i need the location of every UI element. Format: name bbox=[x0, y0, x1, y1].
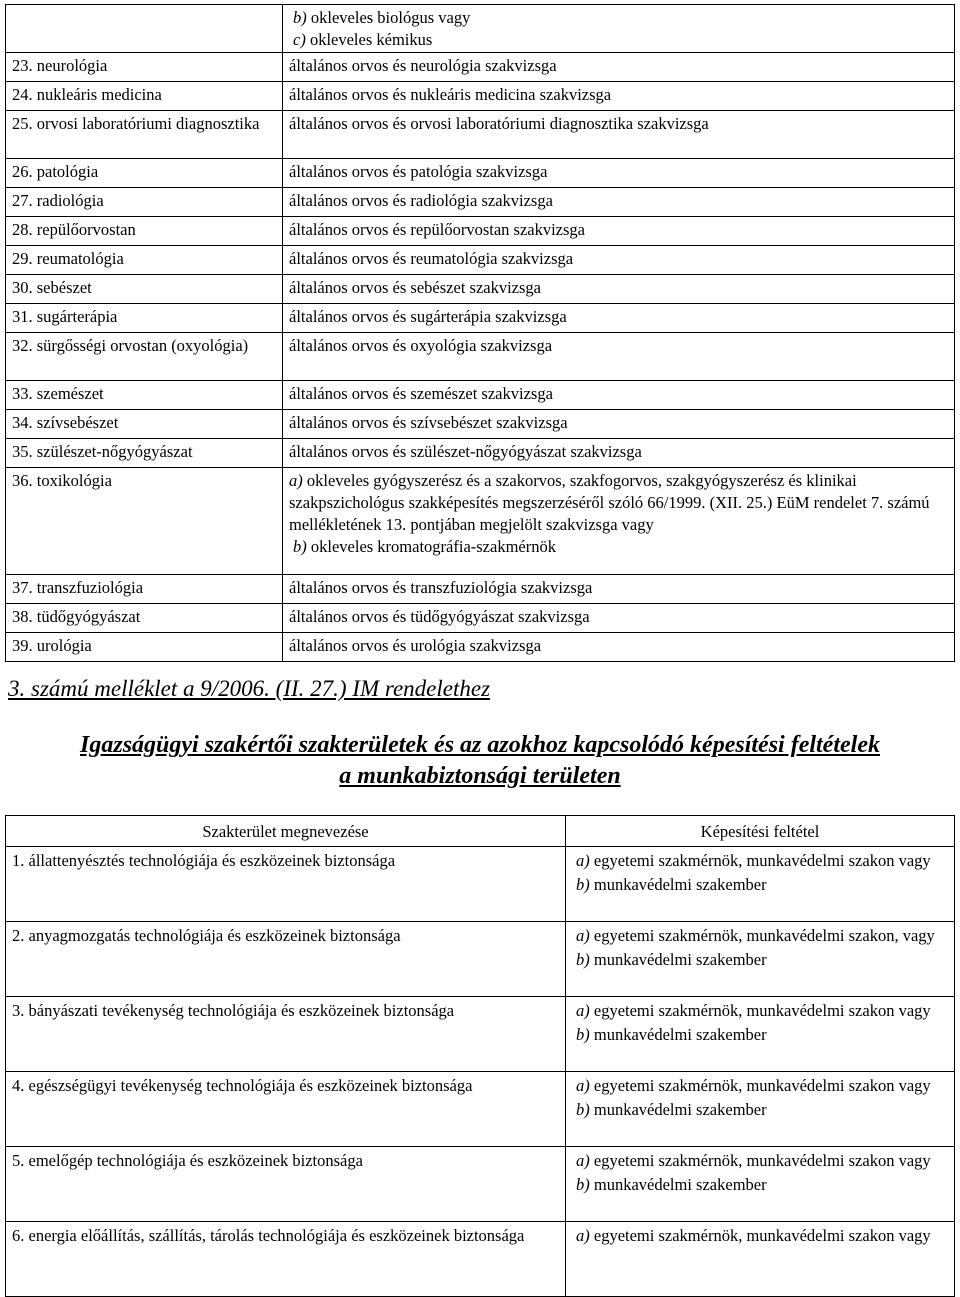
field-cell: 1. állattenyésztés technológiája és eszközeinek biztonsága bbox=[6, 847, 566, 922]
requirement-cell: általános orvos és sebészet szakvizsga bbox=[283, 275, 955, 304]
table-row bbox=[6, 53, 955, 82]
requirement-cell: általános orvos és transzfuziológia szakvizsga bbox=[283, 575, 955, 604]
field-cell: 30. sebészet bbox=[6, 275, 283, 304]
field-cell: 29. reumatológia bbox=[6, 246, 283, 275]
table-row bbox=[6, 159, 955, 188]
title-line-1: Igazságügyi szakértői szakterületek és az azokhoz kapcsolódó képesítési feltételek bbox=[80, 732, 880, 758]
table-row bbox=[6, 381, 955, 410]
field-cell: 5. emelőgép technológiája és eszközeinek biztonsága bbox=[6, 1147, 566, 1222]
requirement-cell: a) egyetemi szakmérnök, munkavédelmi szakon vagy bbox=[566, 1222, 955, 1297]
title-line-2: a munkabiztonsági területen bbox=[339, 763, 621, 789]
table-row bbox=[6, 604, 955, 633]
requirement-cell: általános orvos és tüdőgyógyászat szakvizsga bbox=[283, 604, 955, 633]
table-row bbox=[6, 633, 955, 662]
table-row bbox=[6, 1147, 955, 1222]
field-cell: 3. bányászati tevékenység technológiája és eszközeinek biztonsága bbox=[6, 997, 566, 1072]
medical-fields-table bbox=[5, 4, 955, 662]
field-cell: 27. radiológia bbox=[6, 188, 283, 217]
requirement-cell: általános orvos és patológia szakvizsga bbox=[283, 159, 955, 188]
table-row bbox=[6, 246, 955, 275]
table-row bbox=[6, 468, 955, 575]
field-cell: 24. nukleáris medicina bbox=[6, 82, 283, 111]
field-cell: 38. tüdőgyógyászat bbox=[6, 604, 283, 633]
table-row bbox=[6, 997, 955, 1072]
field-cell: 26. patológia bbox=[6, 159, 283, 188]
requirement-cell: általános orvos és nukleáris medicina szakvizsga bbox=[283, 82, 955, 111]
field-cell: 36. toxikológia bbox=[6, 468, 283, 575]
safety-fields-table bbox=[5, 815, 955, 1297]
table-row bbox=[6, 439, 955, 468]
requirement-cell: általános orvos és szülészet-nőgyógyászat szakvizsga bbox=[283, 439, 955, 468]
table-row bbox=[6, 5, 955, 53]
requirement-cell: b) okleveles biológus vagy c) okleveles kémikus bbox=[283, 5, 955, 53]
annex-title: 3. számú melléklet a 9/2006. (II. 27.) IM rendelethez bbox=[8, 676, 491, 701]
column-header-field: Szakterület megnevezése bbox=[6, 816, 566, 847]
requirement-cell: a) egyetemi szakmérnök, munkavédelmi szakon vagy b) munkavédelmi szakember bbox=[566, 1147, 955, 1222]
field-cell: 23. neurológia bbox=[6, 53, 283, 82]
page-title bbox=[0, 730, 960, 792]
requirement-cell: általános orvos és radiológia szakvizsga bbox=[283, 188, 955, 217]
table-row bbox=[6, 275, 955, 304]
field-cell: 4. egészségügyi tevékenység technológiája és eszközeinek biztonsága bbox=[6, 1072, 566, 1147]
table-row bbox=[6, 217, 955, 246]
table-row bbox=[6, 575, 955, 604]
field-cell: 35. szülészet-nőgyógyászat bbox=[6, 439, 283, 468]
field-cell: 39. urológia bbox=[6, 633, 283, 662]
requirement-cell: általános orvos és szívsebészet szakvizsga bbox=[283, 410, 955, 439]
column-header-requirement: Képesítési feltétel bbox=[566, 816, 955, 847]
requirement-cell: általános orvos és sugárterápia szakvizsga bbox=[283, 304, 955, 333]
field-cell: 6. energia előállítás, szállítás, tárolás technológiája és eszközeinek biztonsága bbox=[6, 1222, 566, 1297]
table-row bbox=[6, 922, 955, 997]
requirement-cell: a) egyetemi szakmérnök, munkavédelmi szakon, vagy b) munkavédelmi szakember bbox=[566, 922, 955, 997]
table-row bbox=[6, 82, 955, 111]
field-cell: 32. sürgősségi orvostan (oxyológia) bbox=[6, 333, 283, 381]
requirement-cell: általános orvos és urológia szakvizsga bbox=[283, 633, 955, 662]
field-cell: 31. sugárterápia bbox=[6, 304, 283, 333]
requirement-cell: a) egyetemi szakmérnök, munkavédelmi szakon vagy b) munkavédelmi szakember bbox=[566, 997, 955, 1072]
table-row bbox=[6, 847, 955, 922]
table-row bbox=[6, 188, 955, 217]
field-cell: 28. repülőorvostan bbox=[6, 217, 283, 246]
table-row bbox=[6, 304, 955, 333]
requirement-cell: általános orvos és reumatológia szakvizsga bbox=[283, 246, 955, 275]
requirement-cell: általános orvos és szemészet szakvizsga bbox=[283, 381, 955, 410]
requirement-cell: általános orvos és repülőorvostan szakvizsga bbox=[283, 217, 955, 246]
requirement-cell: általános orvos és neurológia szakvizsga bbox=[283, 53, 955, 82]
field-cell: 25. orvosi laboratóriumi diagnosztika bbox=[6, 111, 283, 159]
field-cell: 34. szívsebészet bbox=[6, 410, 283, 439]
requirement-cell: a) egyetemi szakmérnök, munkavédelmi szakon vagy b) munkavédelmi szakember bbox=[566, 1072, 955, 1147]
requirement-cell: a) egyetemi szakmérnök, munkavédelmi szakon vagy b) munkavédelmi szakember bbox=[566, 847, 955, 922]
field-cell: 37. transzfuziológia bbox=[6, 575, 283, 604]
requirement-cell: általános orvos és oxyológia szakvizsga bbox=[283, 333, 955, 381]
table-row bbox=[6, 1222, 955, 1297]
requirement-cell: általános orvos és orvosi laboratóriumi diagnosztika szakvizsga bbox=[283, 111, 955, 159]
table-row bbox=[6, 1072, 955, 1147]
requirement-cell: a) okleveles gyógyszerész és a szakorvos, szakfogorvos, szakgyógyszerész és klinikai szakpszichológus szakképesítés megszerzéséről szóló 66/1999. (XII. 25.) EüM rendelet 7. számú mellékletének 13. pontjában megjelölt szakvizsga vagy b) okleveles kromatográfia-szakmérnök bbox=[283, 468, 955, 575]
table-row bbox=[6, 410, 955, 439]
table-row bbox=[6, 111, 955, 159]
table-header-row bbox=[6, 816, 955, 847]
field-cell: 2. anyagmozgatás technológiája és eszközeinek biztonsága bbox=[6, 922, 566, 997]
table-row bbox=[6, 333, 955, 381]
field-cell bbox=[6, 5, 283, 53]
field-cell: 33. szemészet bbox=[6, 381, 283, 410]
